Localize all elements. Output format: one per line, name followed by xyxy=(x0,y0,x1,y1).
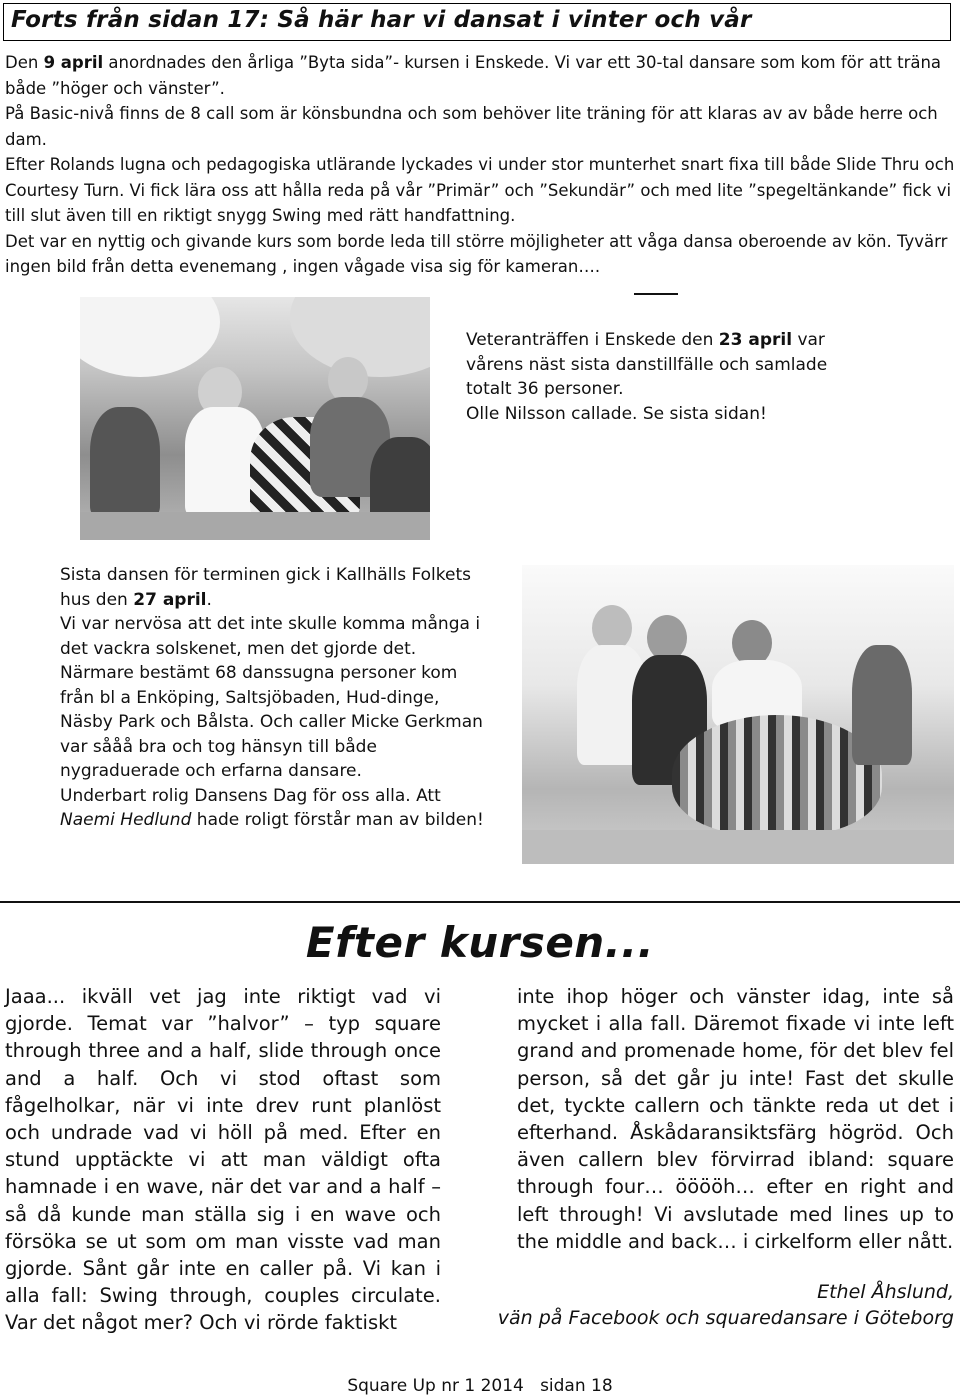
page-title: Forts från sidan 17: Så här har vi dansat i vinter och vår xyxy=(11,7,752,33)
after-course-column-left: Jaaa... ikväll vet jag inte riktigt vad vi gjorde. Temat var ”halvor” – typ square through three and a half, slide through once and a half. Och vi stod oftast som fågelholkar, när vi inte drev runt planlöst och undrade vad vi höll på med. Efter en stund upptäckte vi att man väldigt ofta hamnade i en wave, när det var and a half – så då kunde man ställa sig i en wave och försöka se ut som om man visste vad man gjorde. Sånt går inte en caller på. Vi kan i alla fall: Swing through, couples circulate. Var det något mer? Och vi rörde faktiskt xyxy=(5,985,441,1335)
dance-photo-enskede xyxy=(80,297,430,540)
page-title-box xyxy=(3,3,951,41)
caption-veteran-text-b: var vårens näst sista danstillfälle och samlade totalt 36 personer. xyxy=(466,330,828,399)
after-course-column-right: inte ihop höger och vänster idag, inte så mycket i alla fall. Däremot fixade vi inte left grand and promenade home, för det blev fel person, så det går ju inte! Fast det skulle det, tyckte callern och tänkte reda ut det i efterhand. Åskådaransiktsfärg högröd. Och även callern blev förvirrad ibland: square through four… ööööh… efter en right and left through! Vi avslutade med lines up to the middle and back… i cirkelform eller nått. xyxy=(517,985,954,1253)
signature-description: vän på Facebook och squaredansare i Göteborg xyxy=(497,1307,954,1329)
caption-kallhall-p1 xyxy=(60,563,490,612)
caption-kallhall xyxy=(60,563,490,833)
caption-veteran-p2: Olle Nilsson callade. Se sista sidan! xyxy=(466,403,767,424)
after-course-heading: Efter kursen... xyxy=(305,918,655,967)
intro-paragraph-4: Det var en nyttig och givande kurs som borde leda till större möjligheter att våga dansa oberoende av kön. Tyvärr ingen bild från detta evenemang , ingen vågade visa sig för kameran…. xyxy=(5,231,948,276)
intro-article xyxy=(5,50,955,280)
intro-paragraph-3: Efter Rolands lugna och pedagogiska utlärande lyckades vi under stor munterhet snart fixa till både Slide Thru och Courtesy Turn. Vi fick lära oss att hålla reda på vår ”Primär” och ”Sekundär” och med lite ”spegeltänkande” fick vi till slut även till en riktigt snygg Swing med rätt handfattning. xyxy=(5,155,955,225)
caption-veteran-p1 xyxy=(466,328,866,402)
intro-p1-date: 9 april xyxy=(43,53,104,72)
short-divider xyxy=(634,293,678,295)
caption-kallhall-person: Naemi Hedlund xyxy=(60,810,192,830)
caption-veteran xyxy=(466,328,866,426)
intro-paragraph-2: På Basic-nivå finns de 8 call som är könsbundna och som behöver lite träning för att klaras av av både herre och dam. xyxy=(5,104,938,149)
caption-veteran-date: 23 april xyxy=(718,330,793,350)
caption-kallhall-text-c: Underbart rolig Dansens Dag för oss alla. Att xyxy=(60,785,441,806)
after-course-heading-wrap xyxy=(0,918,960,967)
section-divider xyxy=(0,901,960,903)
page-footer: Square Up nr 1 2014 sidan 18 xyxy=(347,1376,613,1396)
caption-kallhall-date: 27 april xyxy=(133,589,207,610)
intro-p1-text-b: anordnades den årliga ”Byta sida”- kursen i Enskede. Vi var ett 30-tal dansare som kom för att träna både ”höger och vänster”. xyxy=(5,53,942,98)
caption-kallhall-text-d: hade roligt förstår man av bilden! xyxy=(191,810,484,830)
caption-kallhall-p3 xyxy=(60,784,490,833)
signature-name: Ethel Åhslund, xyxy=(817,1281,954,1303)
caption-kallhall-text-a: Sista dansen för terminen gick i Kallhälls Folkets hus den xyxy=(60,565,471,610)
caption-veteran-text-a: Veteranträffen i Enskede den xyxy=(466,330,719,350)
dance-photo-kallhall xyxy=(522,565,954,864)
intro-paragraph-1 xyxy=(5,50,955,101)
intro-p1-text-a: Den xyxy=(5,53,44,72)
caption-kallhall-p2: Vi var nervösa att det inte skulle komma många i det vackra solskenet, men det gjorde det. Närmare bestämt 68 danssugna personer kom från bl a Enköping, Saltsjöbaden, Hud-dinge, Näsby Park och Bålsta. Och caller Micke Gerkman var sååå bra och tog hänsyn till både nygraduerade och erfarna dansare. xyxy=(60,614,483,781)
caption-kallhall-text-b: . xyxy=(206,589,212,610)
